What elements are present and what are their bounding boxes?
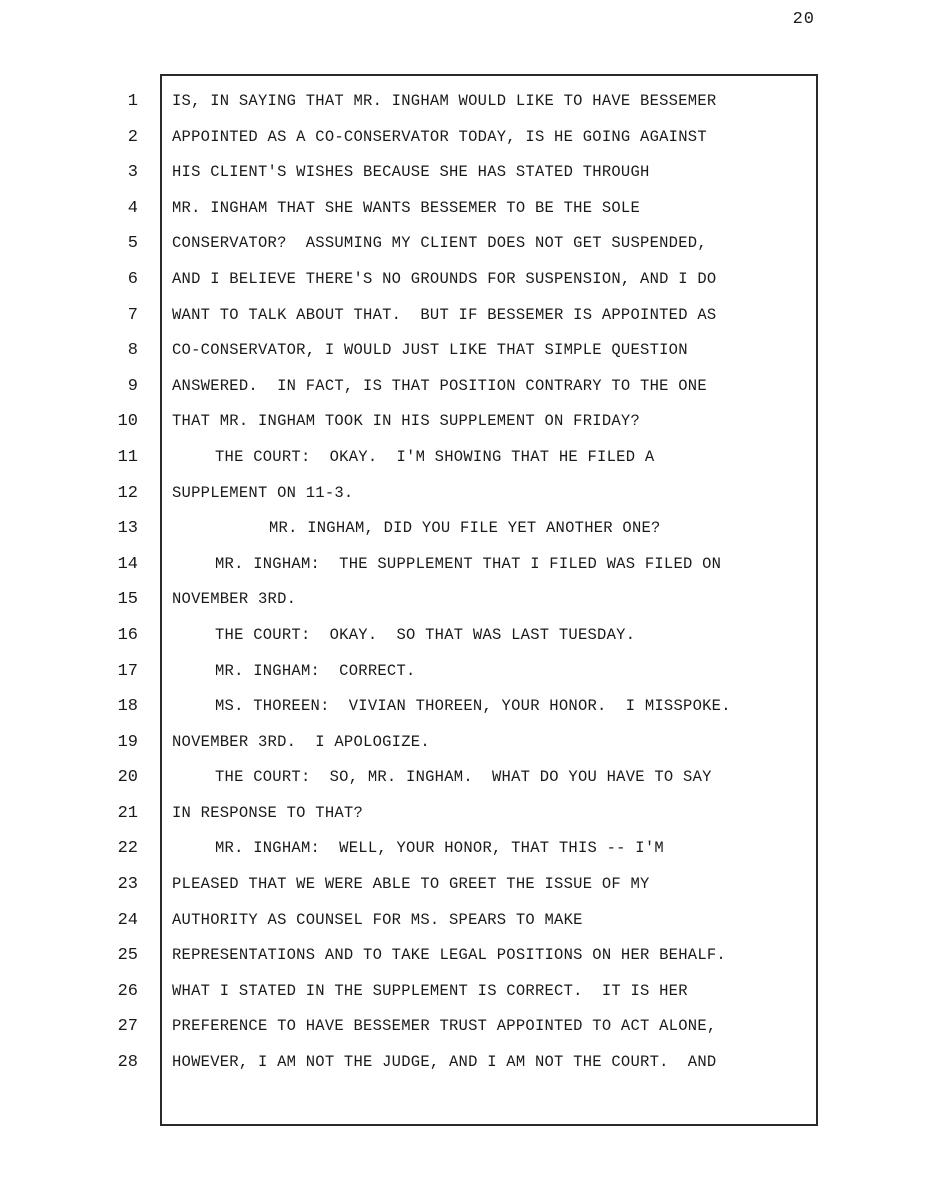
- line-number: 13: [117, 519, 138, 539]
- line-text: PLEASED THAT WE WERE ABLE TO GREET THE ISSUE OF MY: [172, 875, 650, 894]
- line-text: SUPPLEMENT ON 11-3.: [172, 483, 354, 502]
- line-text: NOVEMBER 3RD. I APOLOGIZE.: [172, 732, 430, 751]
- line-number: 23: [117, 875, 138, 895]
- transcript-line: [0, 938, 927, 974]
- line-number: 10: [117, 412, 138, 432]
- line-number: 15: [117, 590, 138, 610]
- line-text: MR. INGHAM: THE SUPPLEMENT THAT I FILED WAS FILED ON: [215, 554, 722, 573]
- line-number: 2: [127, 127, 138, 147]
- transcript-line: [0, 476, 927, 512]
- line-number: 8: [127, 341, 138, 361]
- transcript-line: [0, 618, 927, 654]
- line-number: 28: [117, 1053, 138, 1073]
- transcript-line: [0, 511, 927, 547]
- line-number: 20: [117, 768, 138, 788]
- transcript-line: [0, 654, 927, 690]
- line-text: IS, IN SAYING THAT MR. INGHAM WOULD LIKE TO HAVE BESSEMER: [172, 92, 717, 110]
- line-text: MR. INGHAM: CORRECT.: [215, 661, 416, 680]
- line-text: THE COURT: OKAY. SO THAT WAS LAST TUESDAY.: [215, 625, 636, 644]
- line-number: 14: [117, 554, 138, 574]
- line-number: 21: [117, 803, 138, 823]
- transcript-line: [0, 725, 927, 761]
- transcript-line: [0, 689, 927, 725]
- line-number: 27: [117, 1017, 138, 1037]
- transcript-line: [0, 831, 927, 867]
- line-number: 3: [127, 163, 138, 183]
- line-text: CONSERVATOR? ASSUMING MY CLIENT DOES NOT GET SUSPENDED,: [172, 234, 707, 253]
- transcript-line: [0, 867, 927, 903]
- transcript-line: [0, 440, 927, 476]
- transcript-line: [0, 547, 927, 583]
- line-number: 7: [127, 305, 138, 325]
- line-number: 26: [117, 981, 138, 1001]
- line-number: 19: [117, 732, 138, 752]
- transcript-line: [0, 760, 927, 796]
- line-text: MR. INGHAM: WELL, YOUR HONOR, THAT THIS -- I'M: [215, 839, 664, 858]
- line-text: AUTHORITY AS COUNSEL FOR MS. SPEARS TO MAKE: [172, 910, 583, 929]
- line-text: WANT TO TALK ABOUT THAT. BUT IF BESSEMER IS APPOINTED AS: [172, 305, 717, 324]
- transcript-line: [0, 903, 927, 939]
- line-text: MR. INGHAM, DID YOU FILE YET ANOTHER ONE?: [269, 519, 661, 538]
- transcript-line: [0, 262, 927, 298]
- transcript-line: [0, 155, 927, 191]
- transcript-line: [0, 298, 927, 334]
- transcript-line: [0, 582, 927, 618]
- line-text: HIS CLIENT'S WISHES BECAUSE SHE HAS STATED THROUGH: [172, 163, 650, 182]
- transcript-line: [0, 333, 927, 369]
- line-text: REPRESENTATIONS AND TO TAKE LEGAL POSITIONS ON HER BEHALF.: [172, 946, 726, 965]
- line-text: IN RESPONSE TO THAT?: [172, 803, 364, 822]
- transcript-line: [0, 84, 927, 120]
- line-number: 1: [127, 92, 138, 111]
- line-number: 6: [127, 269, 138, 289]
- transcript-line: [0, 1009, 927, 1045]
- line-text: CO-CONSERVATOR, I WOULD JUST LIKE THAT SIMPLE QUESTION: [172, 341, 688, 360]
- line-text: HOWEVER, I AM NOT THE JUDGE, AND I AM NOT THE COURT. AND: [172, 1053, 717, 1072]
- line-text: APPOINTED AS A CO-CONSERVATOR TODAY, IS HE GOING AGAINST: [172, 127, 707, 146]
- page-number: 20: [792, 10, 815, 29]
- line-number: 5: [127, 234, 138, 254]
- line-text: ANSWERED. IN FACT, IS THAT POSITION CONTRARY TO THE ONE: [172, 376, 707, 395]
- transcript-line: [0, 796, 927, 832]
- line-number: 9: [127, 376, 138, 396]
- transcript-line: [0, 369, 927, 405]
- line-number: 22: [117, 839, 138, 859]
- line-number: 16: [117, 625, 138, 645]
- line-number: 17: [117, 661, 138, 681]
- line-text: NOVEMBER 3RD.: [172, 590, 297, 609]
- line-text: PREFERENCE TO HAVE BESSEMER TRUST APPOINTED TO ACT ALONE,: [172, 1017, 717, 1036]
- line-text: WHAT I STATED IN THE SUPPLEMENT IS CORRECT. IT IS HER: [172, 981, 688, 1000]
- transcript-line: [0, 120, 927, 156]
- line-text: THE COURT: OKAY. I'M SHOWING THAT HE FILED A: [215, 447, 655, 466]
- line-number: 11: [117, 447, 138, 467]
- line-text: THE COURT: SO, MR. INGHAM. WHAT DO YOU HAVE TO SAY: [215, 768, 712, 787]
- transcript-line: [0, 226, 927, 262]
- line-number: 12: [117, 483, 138, 503]
- line-text: MS. THOREEN: VIVIAN THOREEN, YOUR HONOR. I MISSPOKE.: [215, 697, 731, 716]
- line-number: 4: [127, 198, 138, 218]
- transcript-line: [0, 404, 927, 440]
- line-number: 18: [117, 697, 138, 717]
- line-number: 25: [117, 946, 138, 966]
- line-text: AND I BELIEVE THERE'S NO GROUNDS FOR SUSPENSION, AND I DO: [172, 269, 717, 288]
- transcript-lines: [0, 84, 927, 1081]
- transcript-line: [0, 1045, 927, 1081]
- transcript-line: [0, 191, 927, 227]
- line-number: 24: [117, 910, 138, 930]
- line-text: MR. INGHAM THAT SHE WANTS BESSEMER TO BE THE SOLE: [172, 198, 641, 217]
- line-text: THAT MR. INGHAM TOOK IN HIS SUPPLEMENT ON FRIDAY?: [172, 412, 641, 431]
- transcript-line: [0, 974, 927, 1010]
